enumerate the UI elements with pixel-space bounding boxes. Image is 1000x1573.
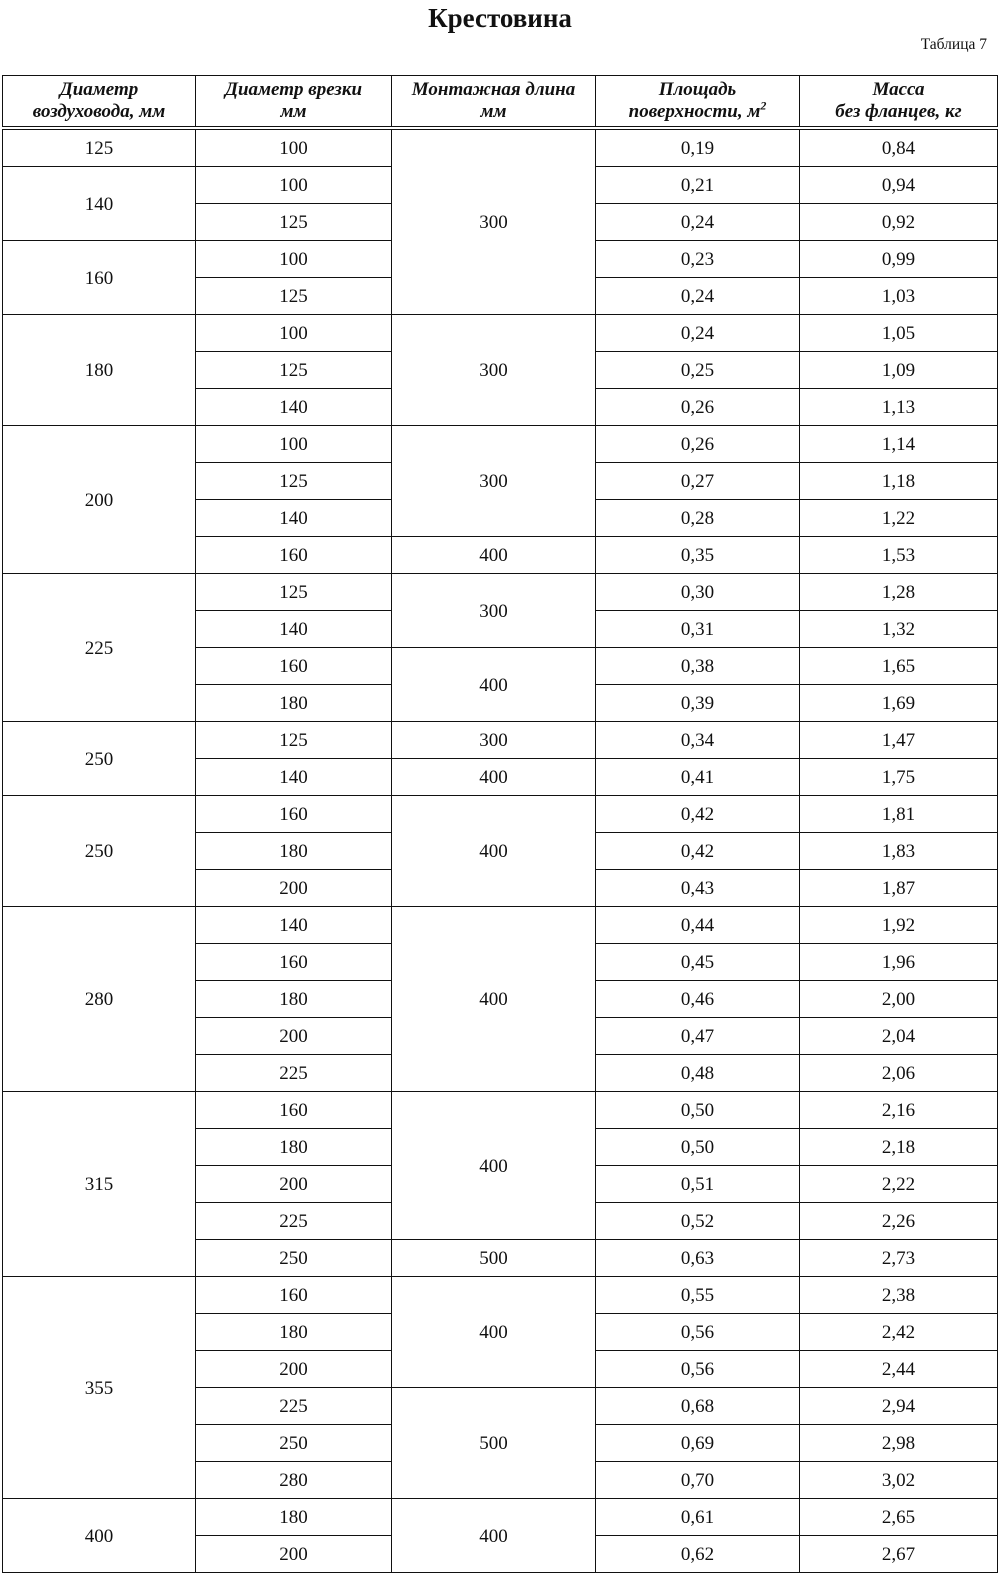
table-row [3,1499,998,1536]
tap-diameter-cell: 225 [196,1388,392,1425]
header-mass [800,76,998,127]
surface-area-cell: 0,35 [596,537,800,574]
mass-cell: 1,09 [800,352,998,389]
tap-diameter-cell: 140 [196,611,392,648]
tap-diameter-cell: 100 [196,241,392,278]
mass-cell: 1,65 [800,648,998,685]
mass-cell: 2,00 [800,981,998,1018]
header-text: Диаметр [59,79,139,100]
header-text: Масса [872,79,925,100]
mass-cell: 1,96 [800,944,998,981]
tap-diameter-cell: 140 [196,759,392,796]
surface-area-cell: 0,31 [596,611,800,648]
mass-cell: 2,73 [800,1240,998,1277]
surface-area-cell: 0,51 [596,1166,800,1203]
mass-cell: 1,69 [800,685,998,722]
header-text: воздуховода, мм [32,101,166,122]
surface-area-cell: 0,24 [596,204,800,241]
tap-diameter-cell: 200 [196,1018,392,1055]
tap-diameter-cell: 250 [196,1425,392,1462]
surface-area-cell: 0,50 [596,1129,800,1166]
surface-area-cell: 0,26 [596,389,800,426]
mounting-length-cell: 400 [392,1092,596,1240]
header-text: поверхности, м [628,101,761,122]
duct-diameter-cell: 125 [3,130,196,167]
tap-diameter-cell: 125 [196,463,392,500]
tap-diameter-cell: 125 [196,204,392,241]
header-text: мм [480,101,507,122]
tap-diameter-cell: 200 [196,870,392,907]
surface-area-cell: 0,42 [596,833,800,870]
table-body [3,130,998,1573]
surface-area-cell: 0,21 [596,167,800,204]
surface-area-cell: 0,68 [596,1388,800,1425]
mass-cell: 2,18 [800,1129,998,1166]
table-number: Таблица 7 [920,36,987,53]
surface-area-cell: 0,47 [596,1018,800,1055]
tap-diameter-cell: 180 [196,1129,392,1166]
tap-diameter-cell: 160 [196,1277,392,1314]
table-row [3,315,998,352]
mounting-length-cell: 400 [392,537,596,574]
duct-diameter-cell: 160 [3,241,196,315]
duct-diameter-cell: 280 [3,907,196,1092]
mounting-length-cell: 300 [392,426,596,537]
duct-diameter-cell: 200 [3,426,196,574]
table-row [3,722,998,759]
mounting-length-cell: 400 [392,648,596,722]
mass-cell: 1,53 [800,537,998,574]
mass-cell: 2,94 [800,1388,998,1425]
tap-diameter-cell: 180 [196,833,392,870]
mass-cell: 1,83 [800,833,998,870]
mass-cell: 1,13 [800,389,998,426]
surface-area-cell: 0,41 [596,759,800,796]
tap-diameter-cell: 160 [196,537,392,574]
mass-cell: 2,44 [800,1351,998,1388]
surface-area-cell: 0,56 [596,1314,800,1351]
duct-diameter-cell: 225 [3,574,196,722]
mounting-length-cell: 500 [392,1240,596,1277]
mass-cell: 1,92 [800,907,998,944]
header-superscript: 2 [760,98,767,113]
tap-diameter-cell: 180 [196,1314,392,1351]
tap-diameter-cell: 140 [196,389,392,426]
surface-area-cell: 0,50 [596,1092,800,1129]
surface-area-cell: 0,38 [596,648,800,685]
tap-diameter-cell: 100 [196,167,392,204]
header-text: без фланцев, кг [835,101,962,122]
mass-cell: 1,32 [800,611,998,648]
mounting-length-cell: 500 [392,1388,596,1499]
duct-diameter-cell: 315 [3,1092,196,1277]
tap-diameter-cell: 225 [196,1203,392,1240]
duct-diameter-cell: 250 [3,796,196,907]
surface-area-cell: 0,70 [596,1462,800,1499]
tap-diameter-cell: 250 [196,1240,392,1277]
header-mounting-length [392,76,596,127]
tap-diameter-cell: 125 [196,722,392,759]
duct-diameter-cell: 180 [3,315,196,426]
tap-diameter-cell: 200 [196,1166,392,1203]
tap-diameter-cell: 180 [196,1499,392,1536]
surface-area-cell: 0,39 [596,685,800,722]
mass-cell: 2,06 [800,1055,998,1092]
mass-cell: 2,04 [800,1018,998,1055]
mounting-length-cell: 400 [392,907,596,1092]
surface-area-cell: 0,55 [596,1277,800,1314]
tap-diameter-cell: 140 [196,500,392,537]
duct-diameter-cell: 400 [3,1499,196,1573]
table-row [3,1092,998,1129]
tap-diameter-cell: 125 [196,352,392,389]
mass-cell: 1,03 [800,278,998,315]
mounting-length-cell: 400 [392,759,596,796]
tap-diameter-cell: 200 [196,1351,392,1388]
mass-cell: 1,75 [800,759,998,796]
table-row [3,907,998,944]
surface-area-cell: 0,19 [596,130,800,167]
mass-cell: 1,22 [800,500,998,537]
mounting-length-cell: 400 [392,796,596,907]
mounting-length-cell: 300 [392,722,596,759]
mounting-length-cell: 400 [392,1277,596,1388]
mass-cell: 0,84 [800,130,998,167]
table-row [3,796,998,833]
mass-cell: 2,65 [800,1499,998,1536]
tap-diameter-cell: 100 [196,130,392,167]
tap-diameter-cell: 180 [196,685,392,722]
mounting-length-cell: 300 [392,574,596,648]
surface-area-cell: 0,45 [596,944,800,981]
tap-diameter-cell: 125 [196,574,392,611]
surface-area-cell: 0,24 [596,315,800,352]
mounting-length-cell: 300 [392,315,596,426]
mass-cell: 1,81 [800,796,998,833]
page-title: Крестовина [428,3,572,33]
surface-area-cell: 0,26 [596,426,800,463]
surface-area-cell: 0,30 [596,574,800,611]
mass-cell: 2,22 [800,1166,998,1203]
mass-cell: 2,67 [800,1536,998,1573]
table-row [3,574,998,611]
mass-cell: 1,47 [800,722,998,759]
surface-area-cell: 0,25 [596,352,800,389]
surface-area-cell: 0,34 [596,722,800,759]
header-text: Монтажная длина [411,79,576,100]
tap-diameter-cell: 160 [196,796,392,833]
mounting-length-cell: 300 [392,130,596,315]
surface-area-cell: 0,56 [596,1351,800,1388]
mass-cell: 2,16 [800,1092,998,1129]
mass-cell: 3,02 [800,1462,998,1499]
header-tap-diameter [196,76,392,127]
tap-diameter-cell: 125 [196,278,392,315]
surface-area-cell: 0,63 [596,1240,800,1277]
tap-diameter-cell: 225 [196,1055,392,1092]
header-text: Диаметр врезки [224,79,363,100]
mass-cell: 1,05 [800,315,998,352]
mass-cell: 1,18 [800,463,998,500]
surface-area-cell: 0,61 [596,1499,800,1536]
header-duct-diameter [3,76,196,127]
tap-diameter-cell: 200 [196,1536,392,1573]
header-text: Площадь [658,79,737,100]
header-row [3,76,998,127]
table-row [3,130,998,167]
tap-diameter-cell: 160 [196,944,392,981]
tap-diameter-cell: 160 [196,648,392,685]
mass-cell: 0,92 [800,204,998,241]
tap-diameter-cell: 140 [196,907,392,944]
specification-table [2,75,998,1573]
tap-diameter-cell: 100 [196,426,392,463]
mass-cell: 2,26 [800,1203,998,1240]
surface-area-cell: 0,28 [596,500,800,537]
duct-diameter-cell: 140 [3,167,196,241]
mass-cell: 0,99 [800,241,998,278]
tap-diameter-cell: 100 [196,315,392,352]
mass-cell: 1,28 [800,574,998,611]
mass-cell: 2,98 [800,1425,998,1462]
mass-cell: 2,42 [800,1314,998,1351]
tap-diameter-cell: 160 [196,1092,392,1129]
tap-diameter-cell: 280 [196,1462,392,1499]
mass-cell: 2,38 [800,1277,998,1314]
duct-diameter-cell: 355 [3,1277,196,1499]
table-row [3,426,998,463]
duct-diameter-cell: 250 [3,722,196,796]
surface-area-cell: 0,24 [596,278,800,315]
mass-cell: 1,14 [800,426,998,463]
surface-area-cell: 0,42 [596,796,800,833]
surface-area-cell: 0,23 [596,241,800,278]
surface-area-cell: 0,62 [596,1536,800,1573]
mass-cell: 1,87 [800,870,998,907]
surface-area-cell: 0,46 [596,981,800,1018]
surface-area-cell: 0,44 [596,907,800,944]
header-surface-area [596,76,800,127]
surface-area-cell: 0,27 [596,463,800,500]
surface-area-cell: 0,69 [596,1425,800,1462]
surface-area-cell: 0,48 [596,1055,800,1092]
mass-cell: 0,94 [800,167,998,204]
tap-diameter-cell: 180 [196,981,392,1018]
surface-area-cell: 0,52 [596,1203,800,1240]
surface-area-cell: 0,43 [596,870,800,907]
table-row [3,1277,998,1314]
mounting-length-cell: 400 [392,1499,596,1573]
header-text: мм [280,101,307,122]
